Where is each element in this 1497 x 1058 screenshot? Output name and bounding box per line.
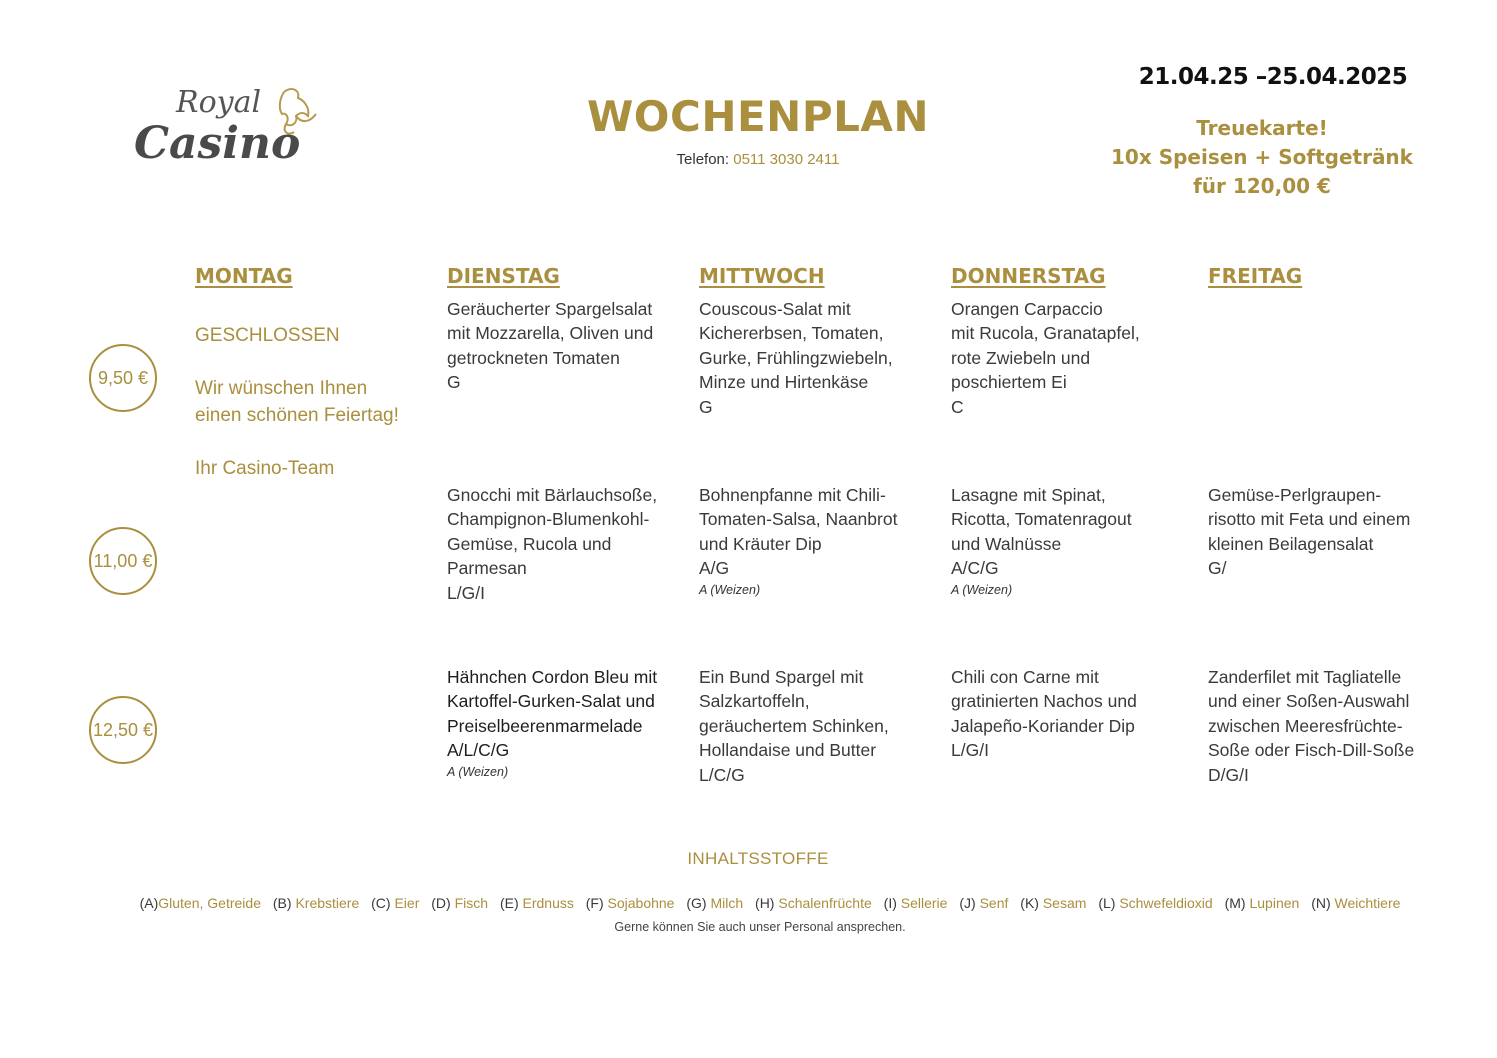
dish-dienstag-tier1 — [447, 297, 687, 395]
day-header-montag: MONTAG — [195, 264, 293, 288]
dish-name: Orangen Carpaccio mit Rucola, Granatapfel, rote Zwiebeln und poschiertem Ei — [951, 299, 1140, 393]
ingredients-title: INHALTSSTOFFE — [687, 849, 829, 868]
phone-label: Telefon: — [676, 151, 734, 168]
day-header-dienstag: DIENSTAG — [447, 264, 560, 288]
ingredients-list — [60, 895, 1480, 911]
dish-freitag-tier3 — [1208, 665, 1448, 787]
phone-line — [560, 151, 956, 168]
staff-note: Gerne können Sie auch unser Personal ansprechen. — [614, 920, 906, 934]
dish-mittwoch-tier1 — [699, 297, 939, 419]
dish-allergen-note: A (Weizen) — [951, 582, 1013, 597]
dish-allergens: L/C/G — [699, 764, 745, 785]
royal-casino-logo — [132, 78, 332, 173]
ingredient-b: (B) Krebstiere — [272, 895, 360, 911]
dish-name: Gnocchi mit Bärlauchsoße, Champignon-Blumenkohl- Gemüse, Rucola und Parmesan — [447, 485, 658, 579]
team-signature: Ihr Casino-Team — [195, 458, 335, 479]
dish-donnerstag-tier2 — [951, 483, 1191, 599]
dish-name: Chili con Carne mit gratinierten Nachos und Jalapeño-Koriander Dip — [951, 667, 1137, 736]
day-header-freitag: FREITAG — [1208, 264, 1303, 288]
dish-allergens: L/G/I — [951, 740, 989, 761]
loyalty-line-3: für 120,00 € — [1193, 174, 1331, 198]
dish-name: Hähnchen Cordon Bleu mit Kartoffel-Gurken-Salat und Preiselbeerenmarmelade — [447, 667, 658, 736]
loyalty-line-2: 10x Speisen + Softgetränk — [1111, 145, 1413, 169]
ingredient-l: (L) Schwefeldioxid — [1098, 895, 1213, 911]
ingredient-a: (A)Gluten, Getreide — [139, 895, 261, 911]
ingredient-f: (F) Sojabohne — [585, 895, 675, 911]
dish-name: Ein Bund Spargel mit Salzkartoffeln, geräuchertem Schinken, Hollandaise und Butter — [699, 667, 889, 761]
loyalty-offer — [1108, 114, 1416, 201]
phone-number[interactable]: 0511 3030 2411 — [733, 151, 840, 168]
price-badge-tier2: 11,00 € — [89, 527, 157, 595]
dish-freitag-tier2 — [1208, 483, 1448, 581]
dish-allergens: A/G — [699, 558, 730, 579]
dish-dienstag-tier3 — [447, 665, 687, 781]
dish-name: Lasagne mit Spinat, Ricotta, Tomatenragout und Walnüsse — [951, 485, 1132, 554]
logo-text-casino: Casino — [134, 118, 301, 169]
loyalty-line-1: Treuekarte! — [1196, 116, 1328, 140]
ingredient-g: (G) Milch — [686, 895, 744, 911]
logo-graphic — [132, 78, 332, 173]
dish-allergens: G — [699, 396, 713, 417]
dish-donnerstag-tier1 — [951, 297, 1191, 419]
dish-allergens: C — [951, 396, 964, 417]
price-badge-tier1: 9,50 € — [89, 344, 157, 412]
dish-donnerstag-tier3 — [951, 665, 1191, 763]
ingredient-j: (J) Senf — [959, 895, 1009, 911]
dish-allergens: G — [447, 372, 461, 393]
ingredient-m: (M) Lupinen — [1224, 895, 1300, 911]
dish-name: Couscous-Salat mit Kichererbsen, Tomaten, Gurke, Frühlingzwiebeln, Minze und Hirtenkäse — [699, 299, 893, 393]
page-title: WOCHENPLAN — [586, 92, 930, 141]
date-range: 21.04.25 –25.04.2025 — [1138, 64, 1408, 90]
price-badge-tier3: 12,50 € — [89, 696, 157, 764]
holiday-wish-line-2: einen schönen Feiertag! — [195, 405, 399, 426]
dish-allergen-note: A (Weizen) — [447, 764, 509, 779]
dish-allergens: A/C/G — [951, 558, 999, 579]
dish-mittwoch-tier2 — [699, 483, 939, 599]
dish-dienstag-tier2 — [447, 483, 687, 605]
dish-name: Geräucherter Spargelsalat mit Mozzarella, Oliven und getrockneten Tomaten — [447, 299, 654, 368]
ingredient-h: (H) Schalenfrüchte — [755, 895, 872, 911]
day-header-donnerstag: DONNERSTAG — [951, 264, 1106, 288]
dish-allergens: A/L/C/G — [447, 740, 510, 761]
dish-name: Bohnenpfanne mit Chili- Tomaten-Salsa, Naanbrot und Kräuter Dip — [699, 485, 898, 554]
ingredient-d: (D) Fisch — [431, 895, 489, 911]
day-header-mittwoch: MITTWOCH — [699, 264, 825, 288]
dish-name: Zanderfilet mit Tagliatelle und einer Soßen-Auswahl zwischen Meeresfrüchte- Soße oder Fisch-Dill-Soße — [1208, 667, 1415, 761]
dish-allergens: L/G/I — [447, 582, 485, 603]
dish-allergen-note: A (Weizen) — [699, 582, 761, 597]
ingredient-n: (N) Weichtiere — [1311, 895, 1401, 911]
dish-mittwoch-tier3 — [699, 665, 939, 787]
dish-allergens: D/G/I — [1208, 764, 1249, 785]
ingredient-k: (K) Sesam — [1020, 895, 1087, 911]
ingredient-e: (E) Erdnuss — [499, 895, 574, 911]
dish-name: Gemüse-Perlgraupen- risotto mit Feta und einem kleinen Beilagensalat — [1208, 485, 1411, 554]
logo-text-royal: Royal — [176, 85, 262, 120]
ingredient-i: (I) Sellerie — [883, 895, 948, 911]
closed-label: GESCHLOSSEN — [195, 325, 340, 346]
holiday-wish-line-1: Wir wünschen Ihnen — [195, 378, 368, 399]
dish-allergens: G/ — [1208, 558, 1227, 579]
ingredient-c: (C) Eier — [371, 895, 420, 911]
